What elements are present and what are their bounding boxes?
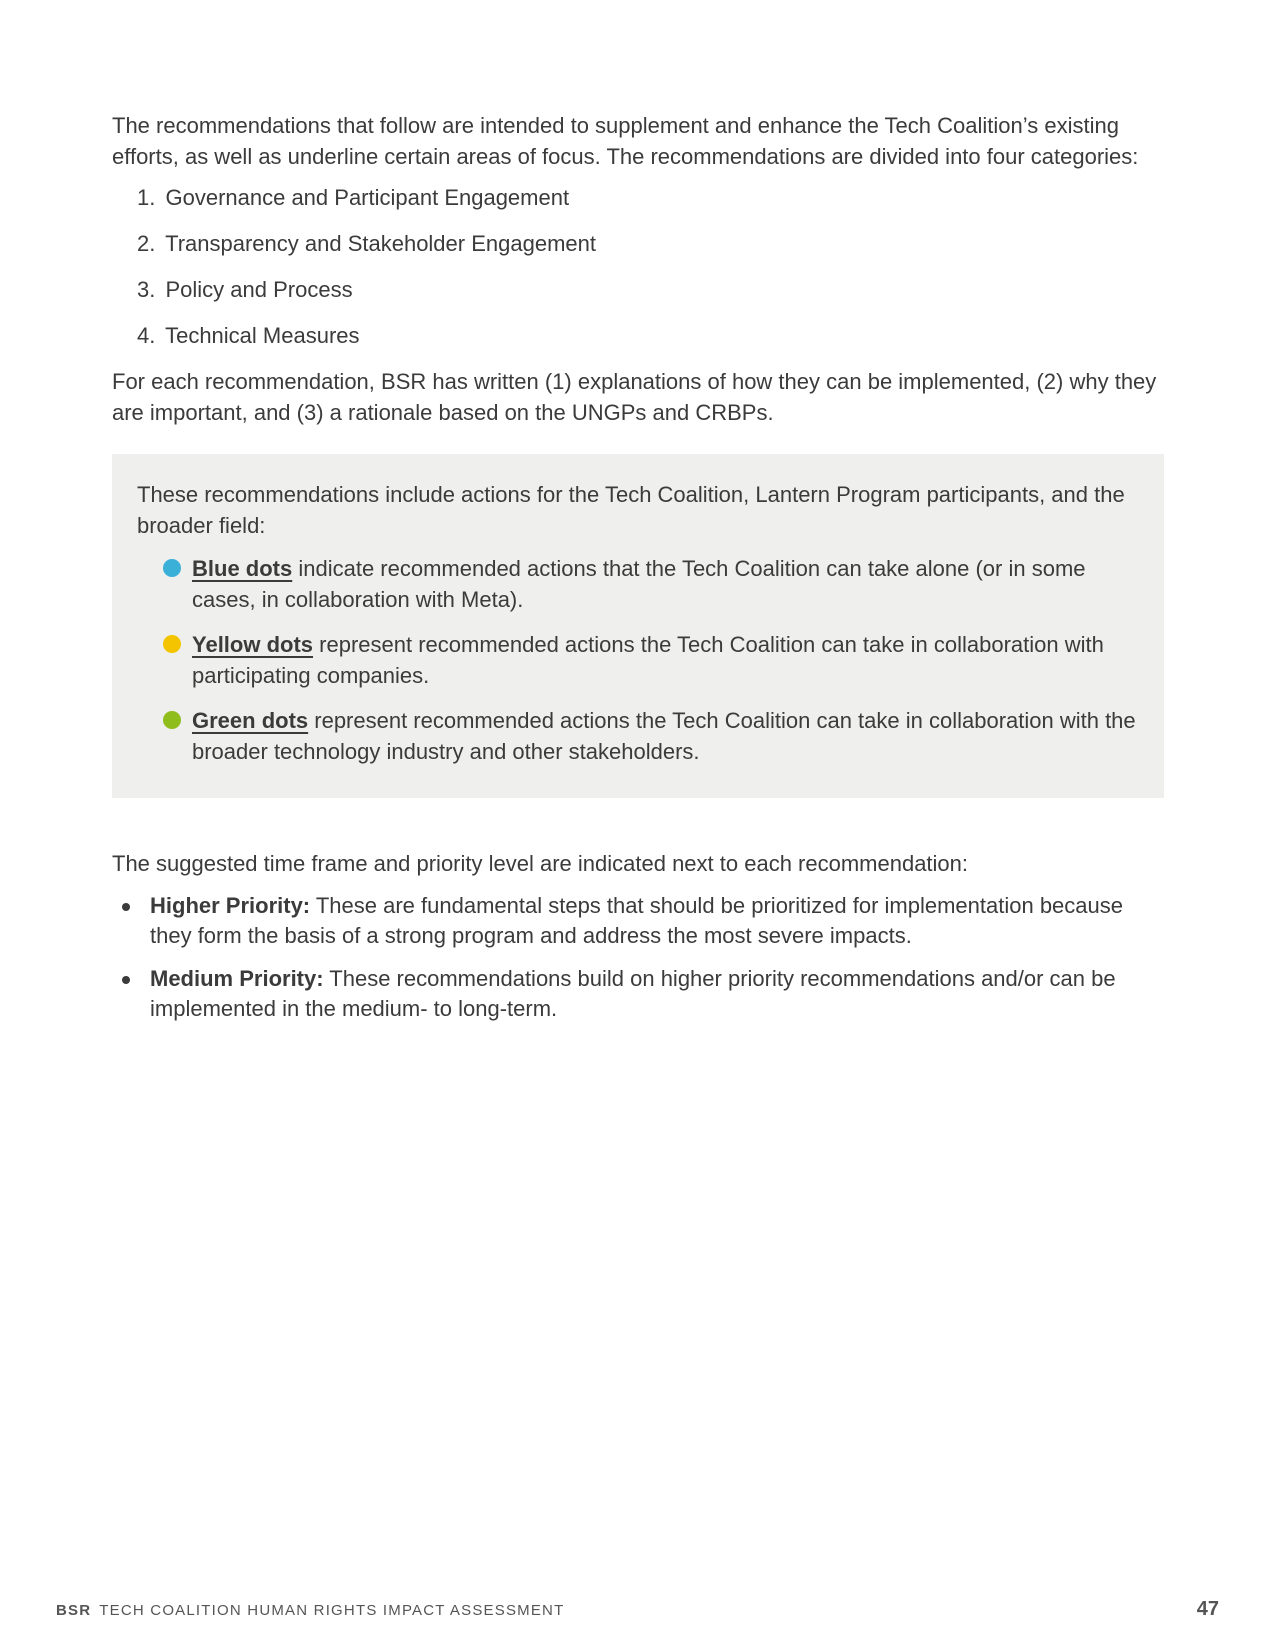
list-number: 4. xyxy=(137,323,156,348)
green-dot-icon xyxy=(163,711,181,729)
list-item xyxy=(137,274,1164,305)
legend-text: indicate recommended actions that the Tech Coalition can take alone (or in some cases, in collaboration with Meta). xyxy=(192,556,1086,612)
list-item-label: Policy and Process xyxy=(165,277,353,302)
explanation-paragraph: For each recommendation, BSR has written (1) explanations of how they can be implemented, (2) why they are important, and (3) a rationale based on the UNGPs and CRBPs. xyxy=(112,369,1157,425)
blue-dots-link[interactable]: Blue dots xyxy=(192,556,293,581)
blue-dot-icon xyxy=(163,559,181,577)
legend-text: represent recommended actions the Tech Coalition can take in collaboration with the broader technology industry and other stakeholders. xyxy=(192,708,1136,764)
list-item xyxy=(163,629,1139,691)
legend-callout-box xyxy=(112,454,1164,798)
page-footer xyxy=(56,1598,1219,1621)
legend-text: represent recommended actions the Tech Coalition can take in collaboration with participating companies. xyxy=(192,632,1104,688)
category-list xyxy=(112,182,1164,351)
list-number: 3. xyxy=(137,277,156,302)
list-number: 2. xyxy=(137,231,156,256)
yellow-dot-icon xyxy=(163,635,181,653)
list-item xyxy=(122,964,1164,1024)
priority-list xyxy=(112,891,1164,1024)
list-item xyxy=(163,705,1139,767)
priority-label: Medium Priority: xyxy=(150,966,324,991)
list-item-label: Technical Measures xyxy=(165,323,360,348)
list-item-label: Governance and Participant Engagement xyxy=(165,185,570,210)
page-content xyxy=(112,110,1164,1037)
green-dots-link[interactable]: Green dots xyxy=(192,708,309,733)
dot-legend-list xyxy=(137,553,1139,767)
list-number: 1. xyxy=(137,185,156,210)
yellow-dots-link[interactable]: Yellow dots xyxy=(192,632,314,657)
list-item xyxy=(163,553,1139,615)
callout-lead: These recommendations include actions for the Tech Coalition, Lantern Program participants, and the broader field: xyxy=(137,482,1125,538)
bullet-icon xyxy=(122,903,130,911)
intro-paragraph: The recommendations that follow are intended to supplement and enhance the Tech Coalition’s existing efforts, as well as underline certain areas of focus. The recommendations are divided into four categories: xyxy=(112,113,1139,169)
list-item-label: Transparency and Stakeholder Engagement xyxy=(165,231,596,256)
priority-text: These are fundamental steps that should be prioritized for implementation because they form the basis of a strong program and address the most severe impacts. xyxy=(150,893,1123,948)
priority-label: Higher Priority: xyxy=(150,893,311,918)
list-item xyxy=(137,228,1164,259)
footer-title xyxy=(56,1602,564,1619)
list-item xyxy=(137,182,1164,213)
brand-logo-text: BSR xyxy=(56,1602,92,1619)
list-item xyxy=(122,891,1164,951)
priority-text: These recommendations build on higher priority recommendations and/or can be implemented in the medium- to long-term. xyxy=(150,966,1116,1021)
list-item xyxy=(137,320,1164,351)
bullet-icon xyxy=(122,976,130,984)
document-title: TECH COALITION HUMAN RIGHTS IMPACT ASSESSMENT xyxy=(99,1602,565,1619)
timeframe-paragraph: The suggested time frame and priority level are indicated next to each recommendation: xyxy=(112,851,969,876)
page-number: 47 xyxy=(1196,1598,1219,1620)
